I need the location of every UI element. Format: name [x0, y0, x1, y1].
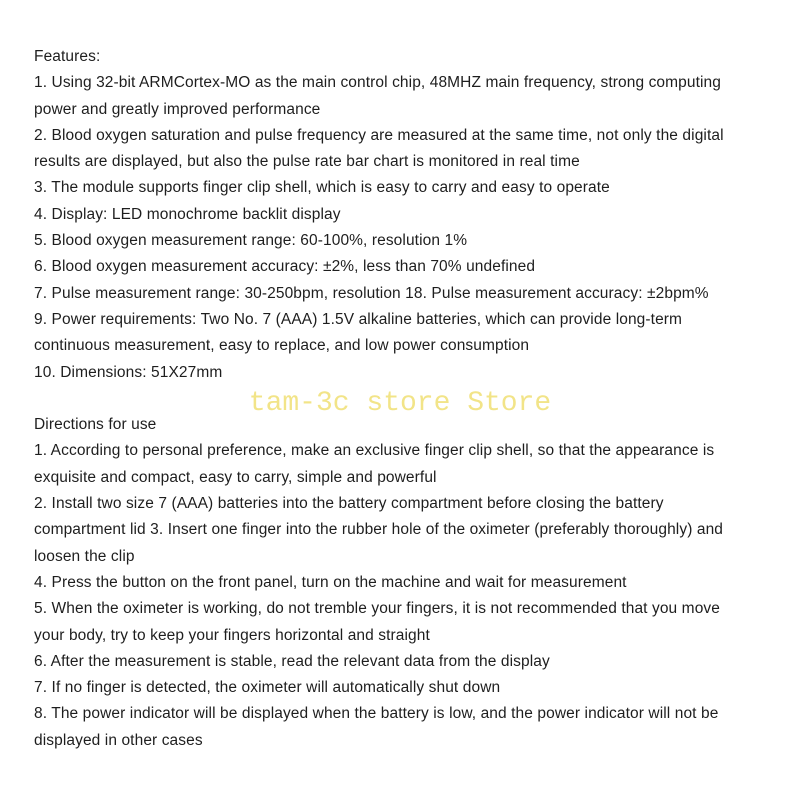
features-line-6: 4. Display: LED monochrome backlit display: [34, 205, 341, 223]
directions-line-9: 6. After the measurement is stable, read the relevant data from the display: [34, 652, 550, 670]
section-gap: [34, 386, 780, 412]
directions-line-6: 4. Press the button on the front panel, turn on the machine and wait for measurement: [34, 573, 627, 591]
features-line-4: results are displayed, but also the pulse rate bar chart is monitored in real time: [34, 153, 580, 171]
directions-line-1: 1. According to personal preference, make an exclusive finger clip shell, so that the appearance is: [34, 442, 715, 460]
features-line-9: 7. Pulse measurement range: 30-250bpm, resolution 18. Pulse measurement accuracy: ±2bpm%: [34, 284, 709, 302]
features-line-7: 5. Blood oxygen measurement range: 60-100%, resolution 1%: [34, 232, 468, 250]
directions-line-3: 2. Install two size 7 (AAA) batteries into the battery compartment before closing the battery: [34, 495, 664, 513]
directions-line-10: 7. If no finger is detected, the oximeter will automatically shut down: [34, 679, 501, 697]
features-heading: Features:: [34, 48, 101, 65]
features-line-10: 9. Power requirements: Two No. 7 (AAA) 1.5V alkaline batteries, which can provide long-term: [34, 310, 683, 328]
description-text-block: [34, 44, 780, 754]
features-line-1: 1. Using 32-bit ARMCortex-MO as the main control chip, 48MHZ main frequency, strong computing: [34, 74, 721, 92]
directions-line-5: loosen the clip: [34, 547, 135, 565]
features-line-8: 6. Blood oxygen measurement accuracy: ±2%, less than 70% undefined: [34, 258, 536, 276]
directions-line-11: 8. The power indicator will be displayed when the battery is low, and the power indicator will not be: [34, 705, 719, 723]
directions-heading: Directions for use: [34, 416, 157, 434]
features-line-11: continuous measurement, easy to replace, and low power consumption: [34, 337, 530, 355]
directions-line-12: displayed in other cases: [34, 731, 203, 749]
directions-line-8: your body, try to keep your fingers horizontal and straight: [34, 626, 430, 644]
features-line-2: power and greatly improved performance: [34, 100, 321, 118]
store-watermark: tam-3c store Store: [248, 388, 552, 419]
features-line-5: 3. The module supports finger clip shell, which is easy to carry and easy to operate: [34, 179, 610, 197]
directions-line-4: compartment lid 3. Insert one finger into the rubber hole of the oximeter (preferably thoroughly) and: [34, 521, 724, 539]
features-line-3: 2. Blood oxygen saturation and pulse frequency are measured at the same time, not only the digital: [34, 126, 724, 144]
directions-line-2: exquisite and compact, easy to carry, simple and powerful: [34, 468, 437, 486]
directions-line-7: 5. When the oximeter is working, do not tremble your fingers, it is not recommended that you move: [34, 600, 720, 618]
features-line-12: 10. Dimensions: 51X27mm: [34, 363, 223, 381]
